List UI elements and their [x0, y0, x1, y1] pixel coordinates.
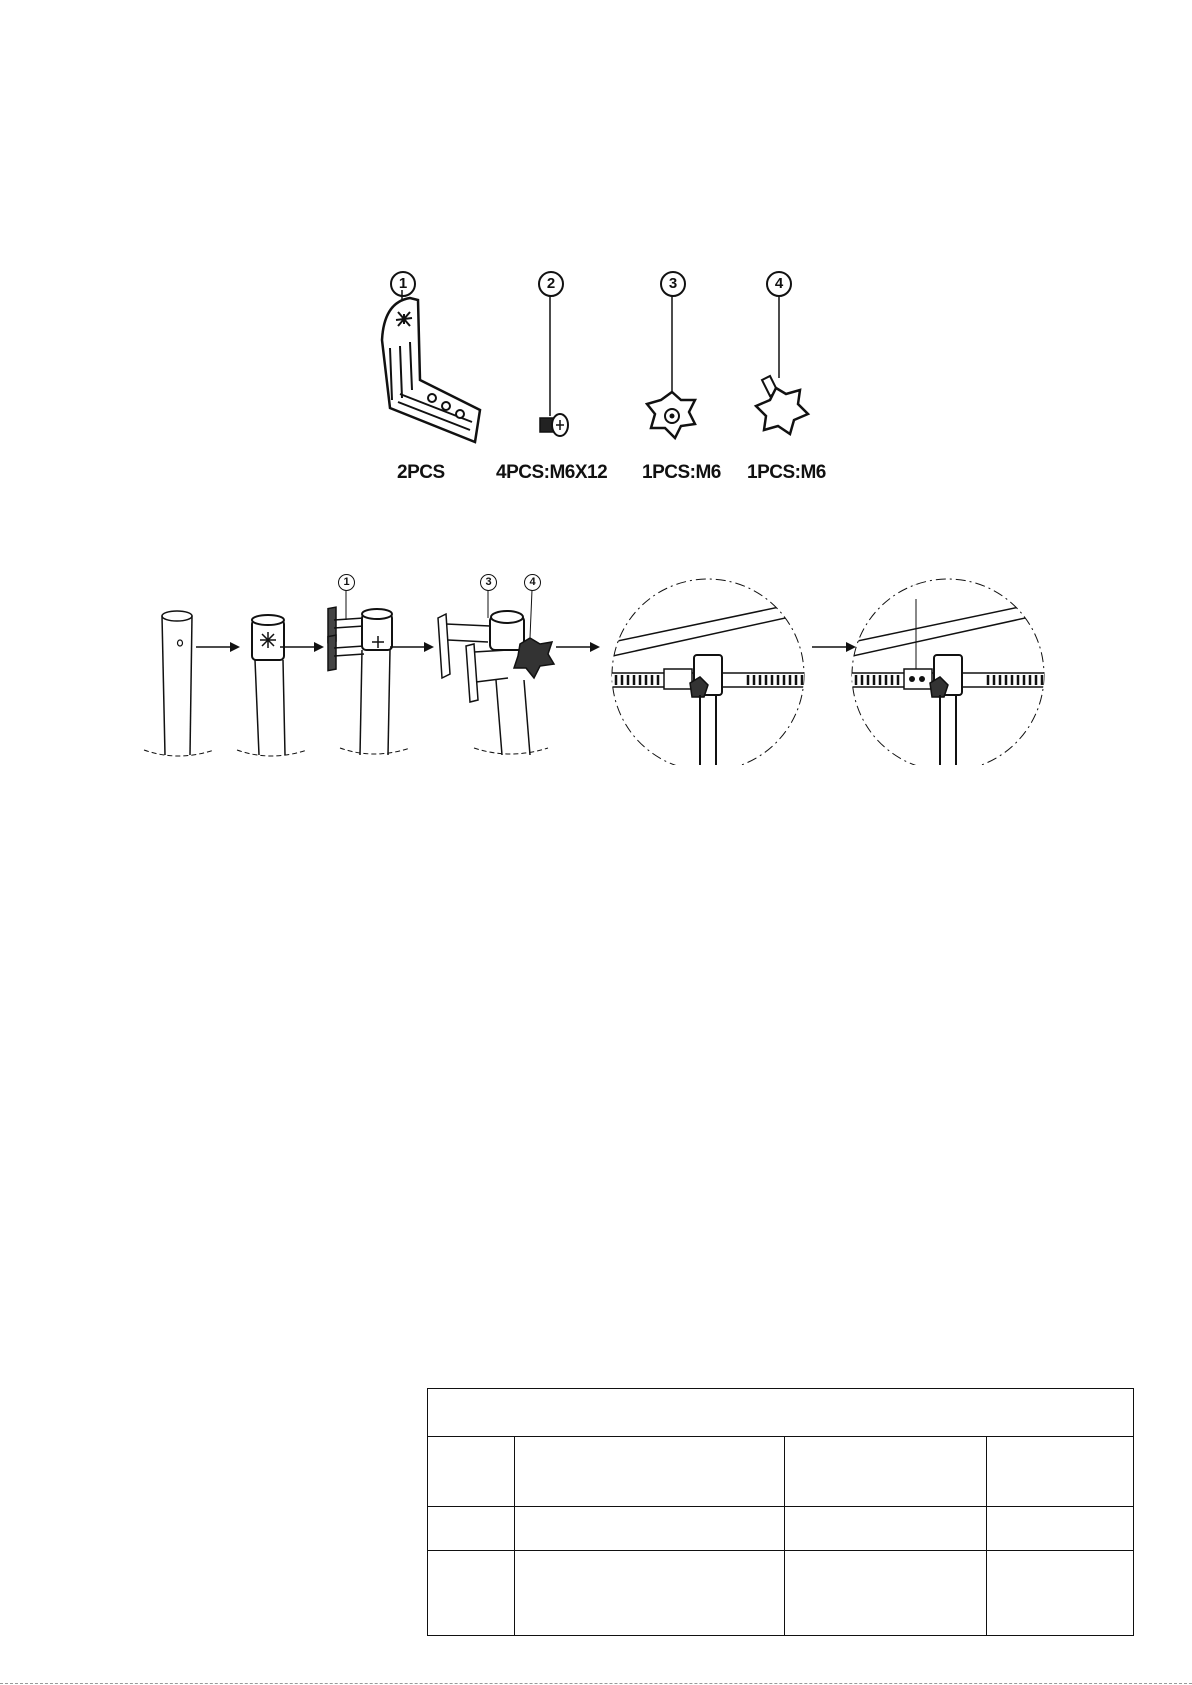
step-3-brackets-illustration	[320, 590, 420, 760]
step-1-pole-illustration	[140, 600, 220, 760]
part-1-callout: 1	[390, 271, 416, 297]
table-cell	[785, 1507, 987, 1551]
table-cell	[785, 1551, 987, 1636]
table-row	[428, 1507, 1134, 1551]
table-cell	[515, 1507, 785, 1551]
step-4-callout-4: 4	[524, 574, 541, 591]
table-cell	[515, 1551, 785, 1636]
star-knob-bolt-icon	[748, 296, 818, 446]
table-cell	[428, 1551, 515, 1636]
part-2-qty: 4PCS:M6X12	[496, 462, 608, 483]
arrow-right-icon	[390, 640, 434, 654]
table-cell	[428, 1507, 515, 1551]
table-title-row	[428, 1389, 1134, 1437]
step-4-knobs-illustration	[430, 590, 560, 760]
arrow-right-icon	[556, 640, 600, 654]
part-4-callout: 4	[766, 271, 792, 297]
arrow-right-icon	[196, 640, 240, 654]
step-3-callout: 1	[338, 574, 355, 591]
table-header-cell	[785, 1437, 987, 1507]
step-6-detail-illustration	[848, 565, 1048, 765]
step-4-callout-3: 3	[480, 574, 497, 591]
table-header-cell	[987, 1437, 1134, 1507]
footer-divider	[0, 1683, 1192, 1684]
table-cell	[987, 1551, 1134, 1636]
arrow-right-icon	[280, 640, 324, 654]
table-header-cell	[428, 1437, 515, 1507]
l-bracket-icon	[370, 290, 490, 450]
screw-icon	[528, 296, 578, 446]
part-2-callout: 2	[538, 271, 564, 297]
star-knob-nut-icon	[645, 296, 705, 446]
table-cell	[987, 1507, 1134, 1551]
part-4-qty: 1PCS:M6	[747, 462, 826, 483]
part-3-callout: 3	[660, 271, 686, 297]
spec-table	[427, 1388, 1134, 1636]
table-row	[428, 1551, 1134, 1636]
part-1-qty: 2PCS	[397, 462, 445, 483]
step-5-detail-illustration	[608, 565, 808, 765]
table-title-cell	[428, 1389, 1134, 1437]
table-header-cell	[515, 1437, 785, 1507]
step-2-pole-clamp-illustration	[235, 600, 325, 760]
table-header-row	[428, 1437, 1134, 1507]
part-3-qty: 1PCS:M6	[642, 462, 721, 483]
